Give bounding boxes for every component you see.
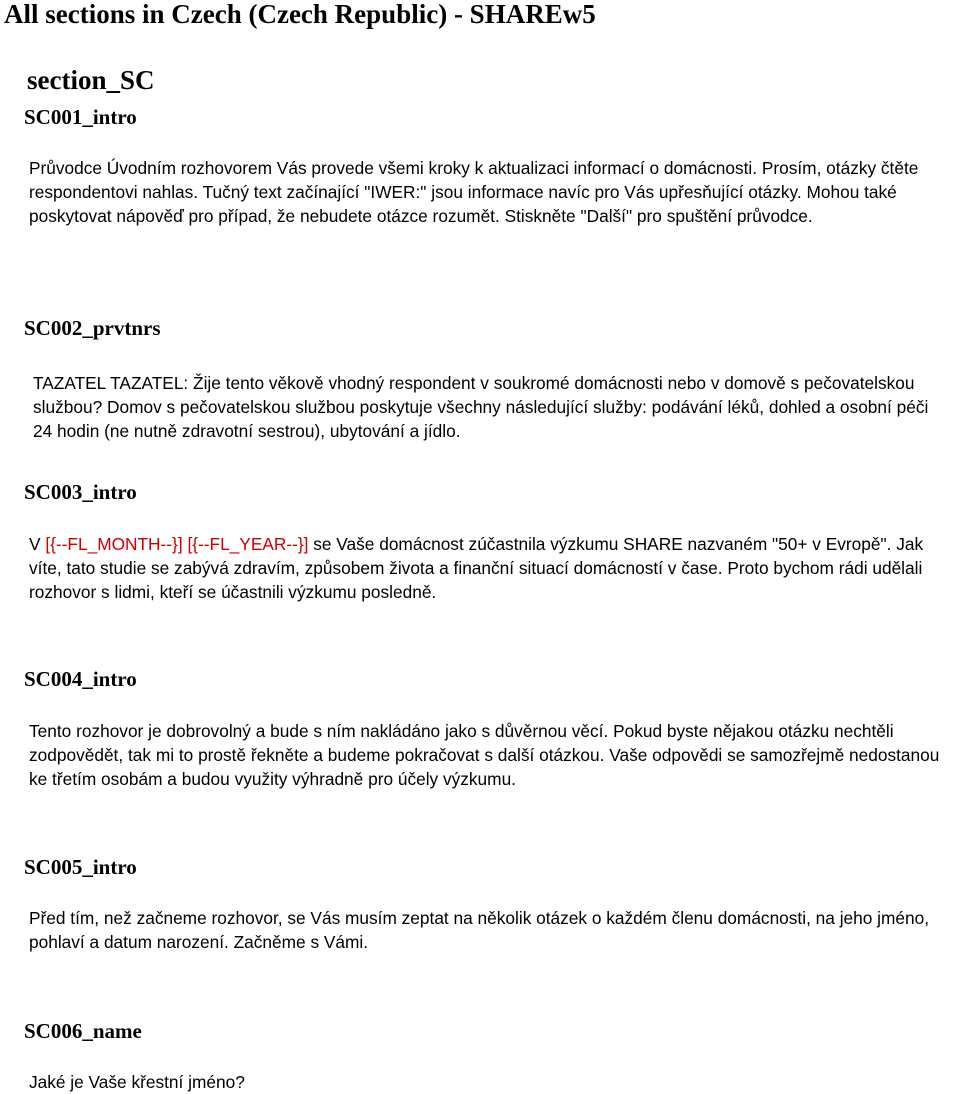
section-title: section_SC <box>27 65 155 95</box>
question-text-sc005: Před tím, než začneme rozhovor, se Vás musím zeptat na několik otázek o každém členu domácnosti, na jeho jméno, pohlaví a datum narození. Začněme s Vámi. <box>29 908 930 952</box>
question-text-sc004: Tento rozhovor je dobrovolný a bude s ním nakládáno jako s důvěrnou věcí. Pokud byste nějakou otázku nechtěli zodpovědět, tak mi to prostě řekněte a budeme pokračovat s další otázkou. Vaše odpovědi se samozřejmě nedostanou ke třetím osobám a budou využity výhradně pro účely výzkumu. <box>29 721 940 789</box>
question-id-sc002: SC002_prvtnrs <box>24 316 161 340</box>
question-text-sc003 <box>29 532 953 604</box>
question-id-sc004: SC004_intro <box>24 667 137 691</box>
document-title: All sections in Czech (Czech Republic) - SHAREw5 <box>4 0 596 29</box>
question-text-sc002: TAZATEL TAZATEL: Žije tento věkově vhodný respondent v soukromé domácnosti nebo v domově s pečovatelskou službou? Domov s pečovatelskou službou poskytuje všechny následující služby: podávání léků, dohled a osobní péči 24 hodin (ne nutně zdravotní sestrou), ubytování a jídlo. <box>33 373 929 441</box>
fill-month: [{--FL_MONTH--}] <box>45 534 183 554</box>
question-id-sc006: SC006_name <box>24 1019 142 1043</box>
text-suffix: se Vaše domácnost zúčastnila výzkumu SHARE nazvaném "50+ v Evropě". Jak víte, tato studie se zabývá zdravím, způsobem života a finanční situací domácností v čase. Proto bychom rádi udělali rozhovor s lidmi, kteří se účastnili výzkumu posledně. <box>29 534 924 602</box>
question-text-sc001: Průvodce Úvodním rozhovorem Vás provede všemi kroky k aktualizaci informací o domácnosti. Prosím, otázky čtěte respondentovi nahlas. Tučný text začínající "IWER:" jsou informace navíc pro Vás upřesňující otázky. Mohou také poskytovat nápověď pro případ, že nebudete otázce rozumět. Stiskněte "Další" pro spuštění průvodce. <box>29 158 919 226</box>
text-prefix: V <box>29 534 46 554</box>
question-id-sc001: SC001_intro <box>24 105 137 129</box>
question-id-sc005: SC005_intro <box>24 855 137 879</box>
question-text-sc006: Jaké je Vaše křestní jméno? <box>29 1072 245 1092</box>
fill-year: [{--FL_YEAR--}] <box>187 534 309 554</box>
question-id-sc003: SC003_intro <box>24 480 137 504</box>
